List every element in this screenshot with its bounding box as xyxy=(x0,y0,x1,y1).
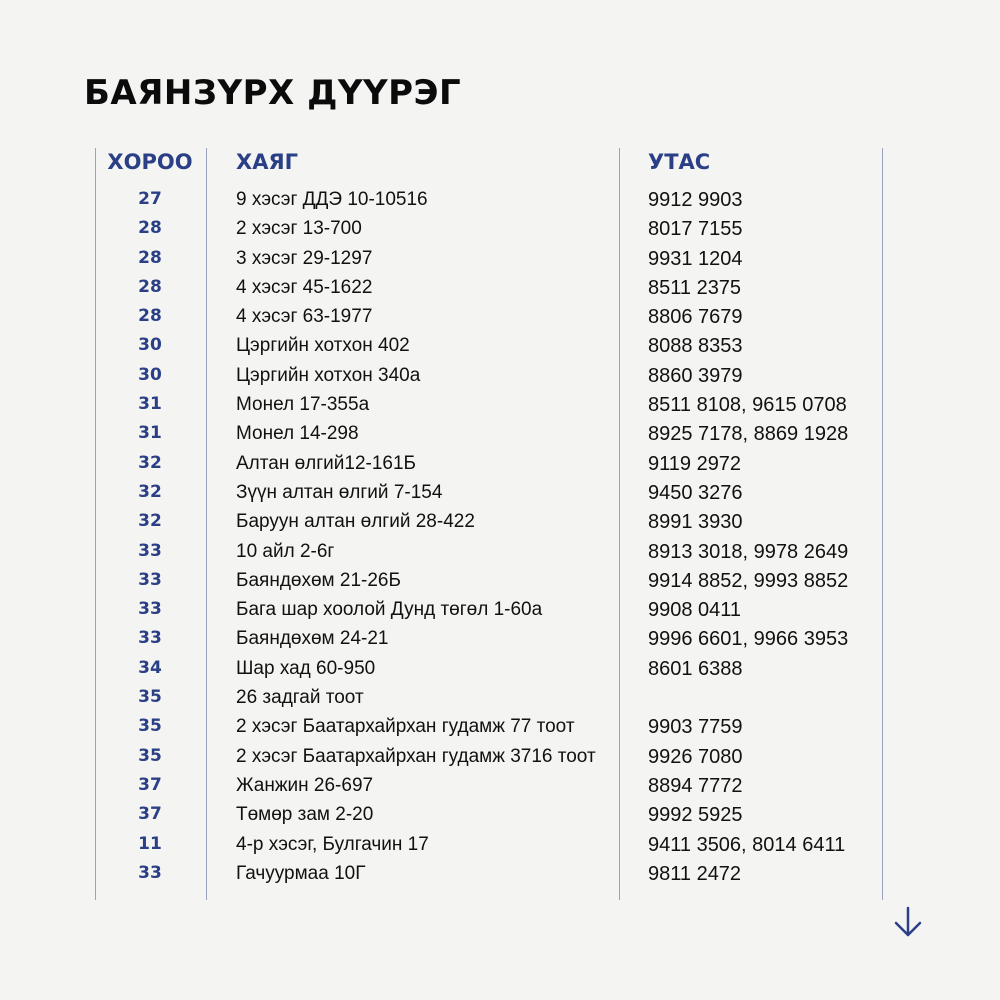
table-row xyxy=(0,275,1000,304)
phone-cell: 8511 8108, 9615 0708 xyxy=(648,394,847,417)
phone-cell: 9912 9903 xyxy=(648,189,743,211)
phone-cell: 9811 2472 xyxy=(648,862,742,885)
address-cell: 26 задгай тоот xyxy=(236,687,364,709)
table-row xyxy=(0,246,1000,275)
table-row xyxy=(0,656,1000,685)
address-cell: Монел 14-298 xyxy=(236,423,359,445)
khoroo-cell: 30 xyxy=(138,335,162,356)
address-cell: Зүүн алтан өлгий 7-154 xyxy=(236,481,443,503)
phone-cell: 8601 6388 xyxy=(648,657,743,680)
phone-cell: 9931 1204 xyxy=(648,247,743,270)
phone-cell: 8991 3930 xyxy=(648,511,743,534)
phone-cell: 9908 0411 xyxy=(648,599,742,622)
table-row xyxy=(0,509,1000,538)
address-cell: Алтан өлгий12-161Б xyxy=(236,452,417,474)
khoroo-cell: 28 xyxy=(138,218,162,239)
phone-cell: 9926 7080 xyxy=(648,745,743,768)
header-address: ХАЯГ xyxy=(236,150,298,174)
address-cell: Баяндөхөм 21-26Б xyxy=(236,569,401,591)
page-title: БАЯНЗҮРХ ДҮҮРЭГ xyxy=(84,73,462,113)
phone-cell: 8860 3979 xyxy=(648,364,743,387)
table-row xyxy=(0,744,1000,773)
header-phone: УТАС xyxy=(648,150,711,174)
khoroo-cell: 34 xyxy=(138,657,162,678)
table-row xyxy=(0,626,1000,655)
khoroo-cell: 37 xyxy=(138,774,162,795)
khoroo-cell: 33 xyxy=(138,599,162,620)
phone-cell: 8806 7679 xyxy=(648,306,743,329)
table-row xyxy=(0,480,1000,509)
khoroo-cell: 28 xyxy=(138,276,162,297)
table-row xyxy=(0,392,1000,421)
table-row xyxy=(0,832,1000,861)
address-cell: 2 хэсэг Баатархайрхан гудамж 77 тоот xyxy=(236,716,575,738)
table-row xyxy=(0,187,1000,216)
table-row xyxy=(0,363,1000,392)
phone-cell: 9914 8852, 9993 8852 xyxy=(648,569,849,592)
khoroo-cell: 33 xyxy=(138,862,162,883)
table-row xyxy=(0,802,1000,831)
table-row xyxy=(0,216,1000,245)
khoroo-cell: 31 xyxy=(138,423,162,444)
address-cell: 9 хэсэг ДДЭ 10-10516 xyxy=(236,189,428,210)
table-row xyxy=(0,304,1000,333)
address-cell: 4 хэсэг 45-1622 xyxy=(236,276,373,298)
khoroo-cell: 35 xyxy=(138,745,162,766)
table-row xyxy=(0,773,1000,802)
phone-cell: 8925 7178, 8869 1928 xyxy=(648,423,849,446)
khoroo-cell: 11 xyxy=(138,833,162,854)
address-cell: 10 айл 2-6г xyxy=(236,540,335,562)
address-cell: Жанжин 26-697 xyxy=(236,774,374,796)
khoroo-cell: 30 xyxy=(138,364,162,385)
phone-cell: 8894 7772 xyxy=(648,774,743,797)
address-cell: Шар хад 60-950 xyxy=(236,657,376,679)
khoroo-cell: 32 xyxy=(138,452,162,473)
khoroo-cell: 35 xyxy=(138,687,162,708)
phone-cell: 9450 3276 xyxy=(648,481,743,504)
khoroo-cell: 33 xyxy=(138,628,162,649)
table-row xyxy=(0,861,1000,890)
phone-cell: 8913 3018, 9978 2649 xyxy=(648,540,849,563)
table-row xyxy=(0,568,1000,597)
table-row xyxy=(0,539,1000,568)
phone-cell: 9903 7759 xyxy=(648,716,743,739)
arrow-down-icon[interactable] xyxy=(891,905,925,939)
header-khoroo: ХОРОО xyxy=(107,150,193,174)
khoroo-cell: 33 xyxy=(138,540,162,561)
phone-cell: 9996 6601, 9966 3953 xyxy=(648,628,849,651)
address-cell: 4-р хэсэг, Булгачин 17 xyxy=(236,833,429,855)
khoroo-cell: 27 xyxy=(138,189,162,209)
khoroo-cell: 28 xyxy=(138,247,162,268)
phone-cell: 9411 3506, 8014 6411 xyxy=(648,833,846,856)
khoroo-cell: 28 xyxy=(138,306,162,327)
phone-cell: 8017 7155 xyxy=(648,218,743,241)
address-cell: 2 хэсэг Баатархайрхан гудамж 3716 тоот xyxy=(236,745,596,767)
address-cell: Бага шар хоолой Дунд төгөл 1-60а xyxy=(236,599,543,621)
phone-cell: 8088 8353 xyxy=(648,335,743,358)
address-cell: Цэргийн хотхон 340а xyxy=(236,364,421,386)
address-cell: Төмөр зам 2-20 xyxy=(236,804,374,826)
table-row xyxy=(0,597,1000,626)
table-row xyxy=(0,333,1000,362)
address-cell: 2 хэсэг 13-700 xyxy=(236,218,362,240)
table-body xyxy=(0,187,1000,890)
address-cell: Баруун алтан өлгий 28-422 xyxy=(236,511,475,533)
khoroo-cell: 37 xyxy=(138,804,162,825)
khoroo-cell: 33 xyxy=(138,569,162,590)
table-row xyxy=(0,451,1000,480)
address-cell: 4 хэсэг 63-1977 xyxy=(236,306,373,328)
address-cell: Цэргийн хотхон 402 xyxy=(236,335,410,357)
address-cell: Гачуурмаа 10Г xyxy=(236,862,366,884)
phone-cell: 8511 2375 xyxy=(648,276,742,299)
khoroo-cell: 32 xyxy=(138,511,162,532)
khoroo-cell: 32 xyxy=(138,481,162,502)
address-cell: Монел 17-355а xyxy=(236,394,370,416)
table-row xyxy=(0,685,1000,714)
phone-cell: 9119 2972 xyxy=(648,452,742,475)
address-cell: Баяндөхөм 24-21 xyxy=(236,628,389,650)
khoroo-cell: 31 xyxy=(138,394,162,415)
khoroo-cell: 35 xyxy=(138,716,162,737)
phone-cell: 9992 5925 xyxy=(648,804,743,827)
table-row xyxy=(0,421,1000,450)
table-row xyxy=(0,714,1000,743)
address-cell: 3 хэсэг 29-1297 xyxy=(236,247,373,269)
